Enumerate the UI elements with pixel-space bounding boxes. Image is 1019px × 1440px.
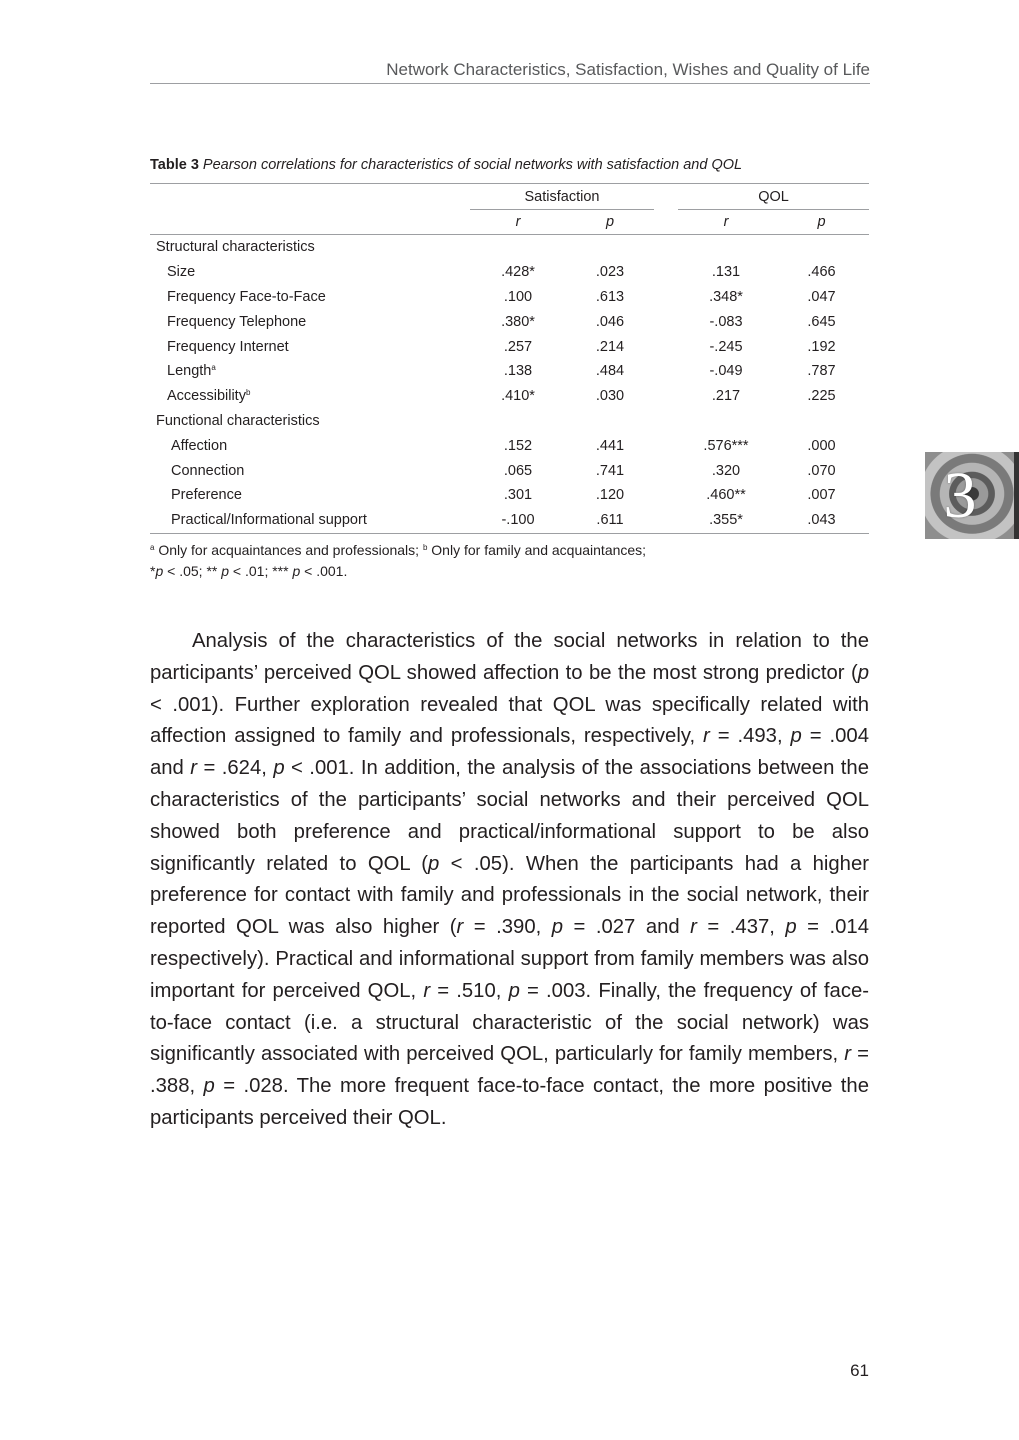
cell-qol-r: .576*** [703, 437, 749, 454]
cell-sat-p: .214 [595, 338, 625, 355]
cell-qol-r: -.049 [709, 363, 743, 380]
subheader-sat-r: r [470, 210, 566, 235]
cell-sat-r: .138 [503, 363, 533, 380]
cell-sat-p: .120 [595, 487, 625, 504]
subheader-qol-r: r [678, 210, 774, 235]
row-label: Frequency Face-to-Face [167, 288, 326, 305]
cell-sat-p: .484 [595, 363, 625, 380]
table-row [150, 508, 869, 533]
row-label: Preference [171, 487, 242, 504]
correlation-table [150, 183, 869, 534]
table-row [150, 334, 869, 359]
table-row [150, 433, 869, 458]
cell-sat-p: .441 [595, 437, 625, 454]
cell-qol-p: .000 [807, 437, 836, 454]
cell-qol-p: .787 [807, 363, 836, 380]
row-label: Frequency Internet [167, 338, 289, 355]
row-label: Frequency Telephone [167, 313, 307, 330]
header-empty-cell [150, 184, 470, 210]
page-number: 61 [850, 1361, 869, 1380]
table-label: Table 3 [150, 157, 199, 173]
cell-qol-r: .348* [709, 288, 743, 305]
table-row [150, 359, 869, 384]
table-row [150, 260, 869, 285]
table-group-header-row [150, 184, 869, 210]
chapter-tab [925, 452, 1019, 539]
cell-sat-p: .741 [595, 462, 625, 479]
cell-qol-p: .645 [807, 313, 836, 330]
running-header [150, 60, 870, 84]
cell-sat-p: .030 [595, 388, 625, 405]
table-row [150, 285, 869, 310]
chapter-number: 3 [943, 459, 977, 532]
cell-sat-r: .380* [501, 313, 535, 330]
cell-qol-p: .047 [807, 288, 836, 305]
cell-qol-p: .192 [807, 338, 836, 355]
table-row [150, 384, 869, 409]
subheader-qol-p: p [774, 210, 869, 235]
cell-sat-p: .613 [595, 288, 625, 305]
section-title: Functional characteristics [156, 412, 320, 429]
group-header-qol: QOL [678, 184, 869, 210]
cell-sat-r: .428* [501, 264, 535, 281]
cell-qol-p: .225 [807, 388, 836, 405]
table-notes [150, 537, 646, 582]
cell-qol-r: .355* [709, 512, 743, 529]
cell-sat-p: .046 [595, 313, 625, 330]
cell-sat-r: .065 [503, 462, 533, 479]
table-caption-text: Pearson correlations for characteristics of social networks with satisfaction and QOL [202, 157, 743, 173]
table-row [150, 458, 869, 483]
row-label: Size [167, 264, 196, 281]
table-note-line-1: $^a$ Only for acquaintances and professionals; $^b$ Only for family and acquaintances; [150, 542, 647, 558]
subheader-sat-p: p [566, 210, 654, 235]
cell-qol-r: -.083 [709, 313, 743, 330]
table-caption [150, 157, 742, 173]
cell-sat-r: .257 [503, 338, 533, 355]
row-label: Length$^a$ [167, 363, 216, 380]
table-row [150, 309, 869, 334]
cell-qol-p: .070 [807, 462, 836, 479]
section-header-row [150, 409, 869, 434]
row-label: Accessibility$^b$ [167, 388, 251, 405]
section-title: Structural characteristics [156, 239, 315, 256]
cell-qol-r: .217 [711, 388, 741, 405]
running-title: Network Characteristics, Satisfaction, Wishes and Quality of Life [386, 60, 870, 79]
cell-sat-r: -.100 [501, 512, 535, 529]
row-label: Connection [171, 462, 245, 479]
cell-qol-r: .320 [711, 462, 741, 479]
cell-qol-p: .043 [807, 512, 836, 529]
table-note-line-2: *p < .05; ** p < .01; *** p < .001. [150, 563, 348, 579]
group-header-satisfaction: Satisfaction [470, 184, 654, 210]
cell-sat-r: .100 [503, 288, 533, 305]
row-label: Affection [171, 437, 228, 454]
cell-sat-r: .301 [503, 487, 533, 504]
cell-sat-r: .152 [503, 437, 533, 454]
cell-sat-p: .023 [595, 264, 625, 281]
table-body [150, 235, 869, 534]
cell-qol-r: .460** [706, 487, 746, 504]
table-row [150, 483, 869, 508]
body-paragraph: Analysis of the characteristics of the social networks in relation to the participants’ perceived QOL showed affection to be the most strong predictor (p < .001). Further exploration revealed that QOL was specifically related with affection assigned to family and professionals, respectively, r = .493, p = .004 and r = .624, p < .001. In addition, the analysis of the associations between the characteristics of the participants’ social networks and their perceived QOL showed both preference and practical/informational support to be also significantly related to QOL (p < .05). When the participants had a higher preference for contact with family and professionals in the social network, their reported QOL was also higher (r = .390, p = .027 and r = .437, p = .014 respectively). Practical and informational support from family members was also important for perceived QOL, r = .510, p = .003. Finally, the frequency of face-to-face contact (i.e. a structural characteristic of the social network) was significantly associated with perceived QOL, particularly for family members, r = .388, p = .028. The more frequent face-to-face contact, the more positive the participants perceived their QOL. [150, 630, 870, 1129]
cell-qol-p: .466 [807, 264, 836, 281]
cell-sat-p: .611 [596, 512, 624, 529]
cell-qol-p: .007 [807, 487, 836, 504]
cell-sat-r: .410* [501, 388, 535, 405]
cell-qol-r: .131 [711, 264, 741, 281]
section-header-row [150, 235, 869, 260]
cell-qol-r: -.245 [709, 338, 743, 355]
table-subheader-row [150, 210, 869, 235]
row-label: Practical/Informational support [171, 512, 367, 529]
